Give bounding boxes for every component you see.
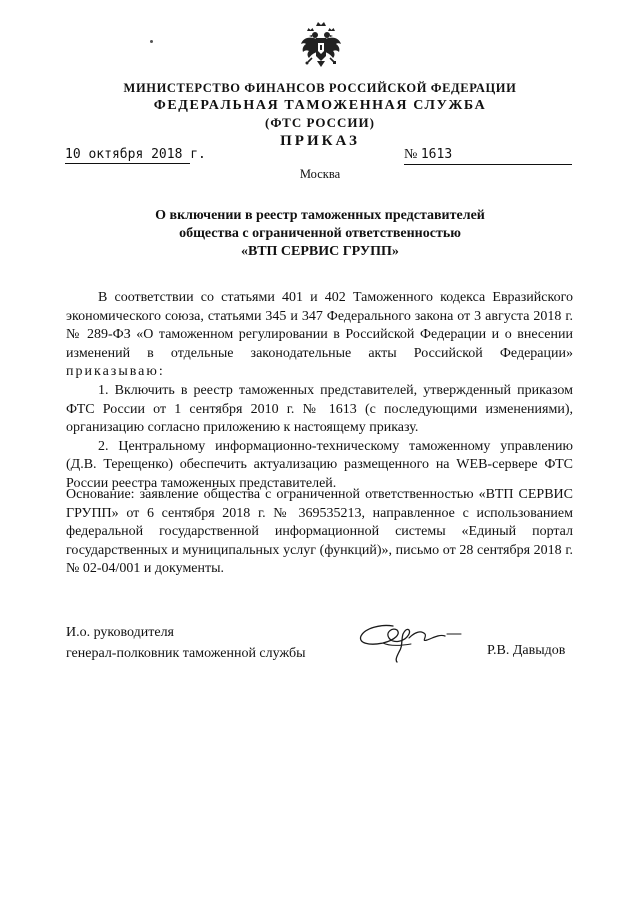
signatory-title-line-2: генерал-полковник таможенной службы xyxy=(66,646,306,661)
intro-text: В соответствии со статьями 401 и 402 Таможенного кодекса Евразийского экономического союза, статьями 345 и 347 Федерального закона от 3 августа 2018 г. № 289-ФЗ «О таможенном регулировании в Российской Федерации и о внесении изменений в отдельные законодательные акты Российской Федерации» xyxy=(66,290,573,361)
order-item-1: 1. Включить в реестр таможенных представителей, утвержденный приказом ФТС России от 1 сентября 2010 г. № 1613 (с последующими изменениями), организацию согласно приложению к настоящему приказу. xyxy=(66,382,573,436)
intro-paragraph xyxy=(66,289,573,382)
signatory-name: Р.В. Давыдов xyxy=(487,643,566,658)
subject-line-1: О включении в реестр таможенных представителей xyxy=(155,208,485,223)
city-name: Москва xyxy=(299,167,341,181)
service-title: ФЕДЕРАЛЬНАЯ ТАМОЖЕННАЯ СЛУЖБА xyxy=(153,98,487,113)
order-subject xyxy=(0,207,640,261)
signatory-title xyxy=(66,622,305,664)
scan-speck xyxy=(150,40,153,43)
order-number-prefix: № xyxy=(404,147,418,162)
order-date: 10 октября 2018 г. xyxy=(65,147,206,162)
order-number: 1613 xyxy=(420,147,453,162)
ministry-title: МИНИСТЕРСТВО ФИНАНСОВ РОССИЙСКОЙ ФЕДЕРАЦИИ xyxy=(123,81,517,95)
order-number-field xyxy=(404,147,572,165)
subject-line-2: общества с ограниченной ответственностью xyxy=(179,226,461,241)
service-abbreviation: (ФТС РОССИИ) xyxy=(265,115,375,130)
subject-line-3: «ВТП СЕРВИС ГРУПП» xyxy=(241,244,399,259)
signatory-title-line-1: И.о. руководителя xyxy=(66,625,175,640)
order-word: приказываю: xyxy=(66,364,165,380)
handwritten-signature xyxy=(355,612,467,666)
order-item-2: 2. Центральному информационно-техническому таможенному управлению (Д.В. Терещенко) обеспечить актуализацию размещенного на WEB-сервере ФТС России реестра таможенных представителей. xyxy=(66,438,573,491)
basis-paragraph: Основание: заявление общества с ограниченной ответственностью «ВТП СЕРВИС ГРУПП» от 6 сентября 2018 г. № 369535213, направленное с использованием федеральной государственной информационной системы «Единый портал государственных и муниципальных услуг (функций)», письмо от 28 сентября 2018 г. № 02-04/001 и документы. xyxy=(66,487,573,577)
order-body xyxy=(66,289,573,494)
russian-coat-of-arms-icon xyxy=(299,20,343,70)
document-type-title: ПРИКАЗ xyxy=(280,133,360,149)
